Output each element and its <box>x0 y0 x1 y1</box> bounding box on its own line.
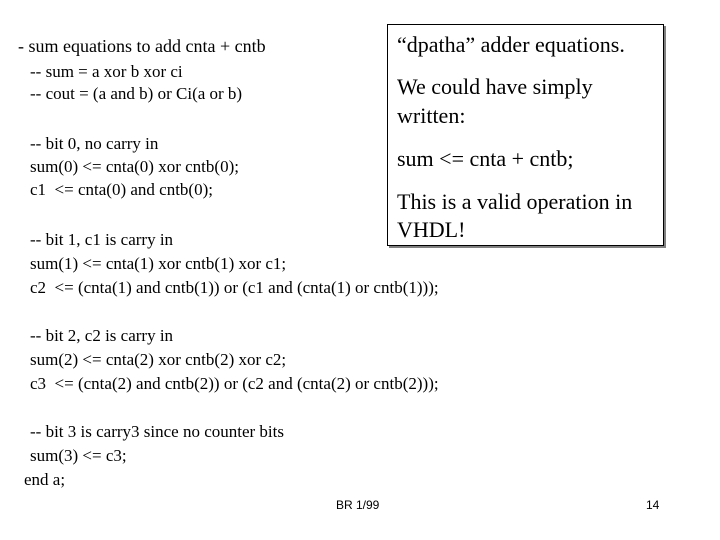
code-line: sum(2) <= cnta(2) xor cntb(2) xor c2; <box>30 350 287 369</box>
page-number: 14 <box>646 498 660 512</box>
code-line: -- sum = a xor b xor ci <box>30 62 183 81</box>
code-line: c1 <= cnta(0) and cntb(0); <box>30 180 213 199</box>
footer-author: BR 1/99 <box>336 498 380 512</box>
code-line: sum(1) <= cnta(1) xor cntb(1) xor c1; <box>30 254 287 273</box>
callout-text-line: written: <box>397 103 466 128</box>
code-line: sum(3) <= c3; <box>30 446 127 465</box>
callout-text-line: VHDL! <box>397 217 466 242</box>
header-bullet-line: - sum equations to add cnta + cntb <box>18 36 266 56</box>
code-line: sum(0) <= cnta(0) xor cntb(0); <box>30 157 239 176</box>
code-line: -- bit 3 is carry3 since no counter bits <box>30 422 284 441</box>
code-line-end: end a; <box>24 470 66 489</box>
callout-text-line: This is a valid operation in <box>397 189 633 214</box>
callout-code-line: sum <= cnta + cntb; <box>397 146 574 171</box>
code-line: c3 <= (cnta(2) and cntb(2)) or (c2 and (cnta(2) or cntb(2))); <box>30 374 439 393</box>
code-line: -- bit 1, c1 is carry in <box>30 230 174 249</box>
code-line: -- cout = (a and b) or Ci(a or b) <box>30 84 243 103</box>
callout-text-line: We could have simply <box>397 74 593 99</box>
callout-title: “dpatha” adder equations. <box>397 32 625 57</box>
callout-box <box>387 24 664 246</box>
code-line: c2 <= (cnta(1) and cntb(1)) or (c1 and (cnta(1) or cntb(1))); <box>30 278 439 297</box>
code-line: -- bit 2, c2 is carry in <box>30 326 174 345</box>
code-line: -- bit 0, no carry in <box>30 134 159 153</box>
